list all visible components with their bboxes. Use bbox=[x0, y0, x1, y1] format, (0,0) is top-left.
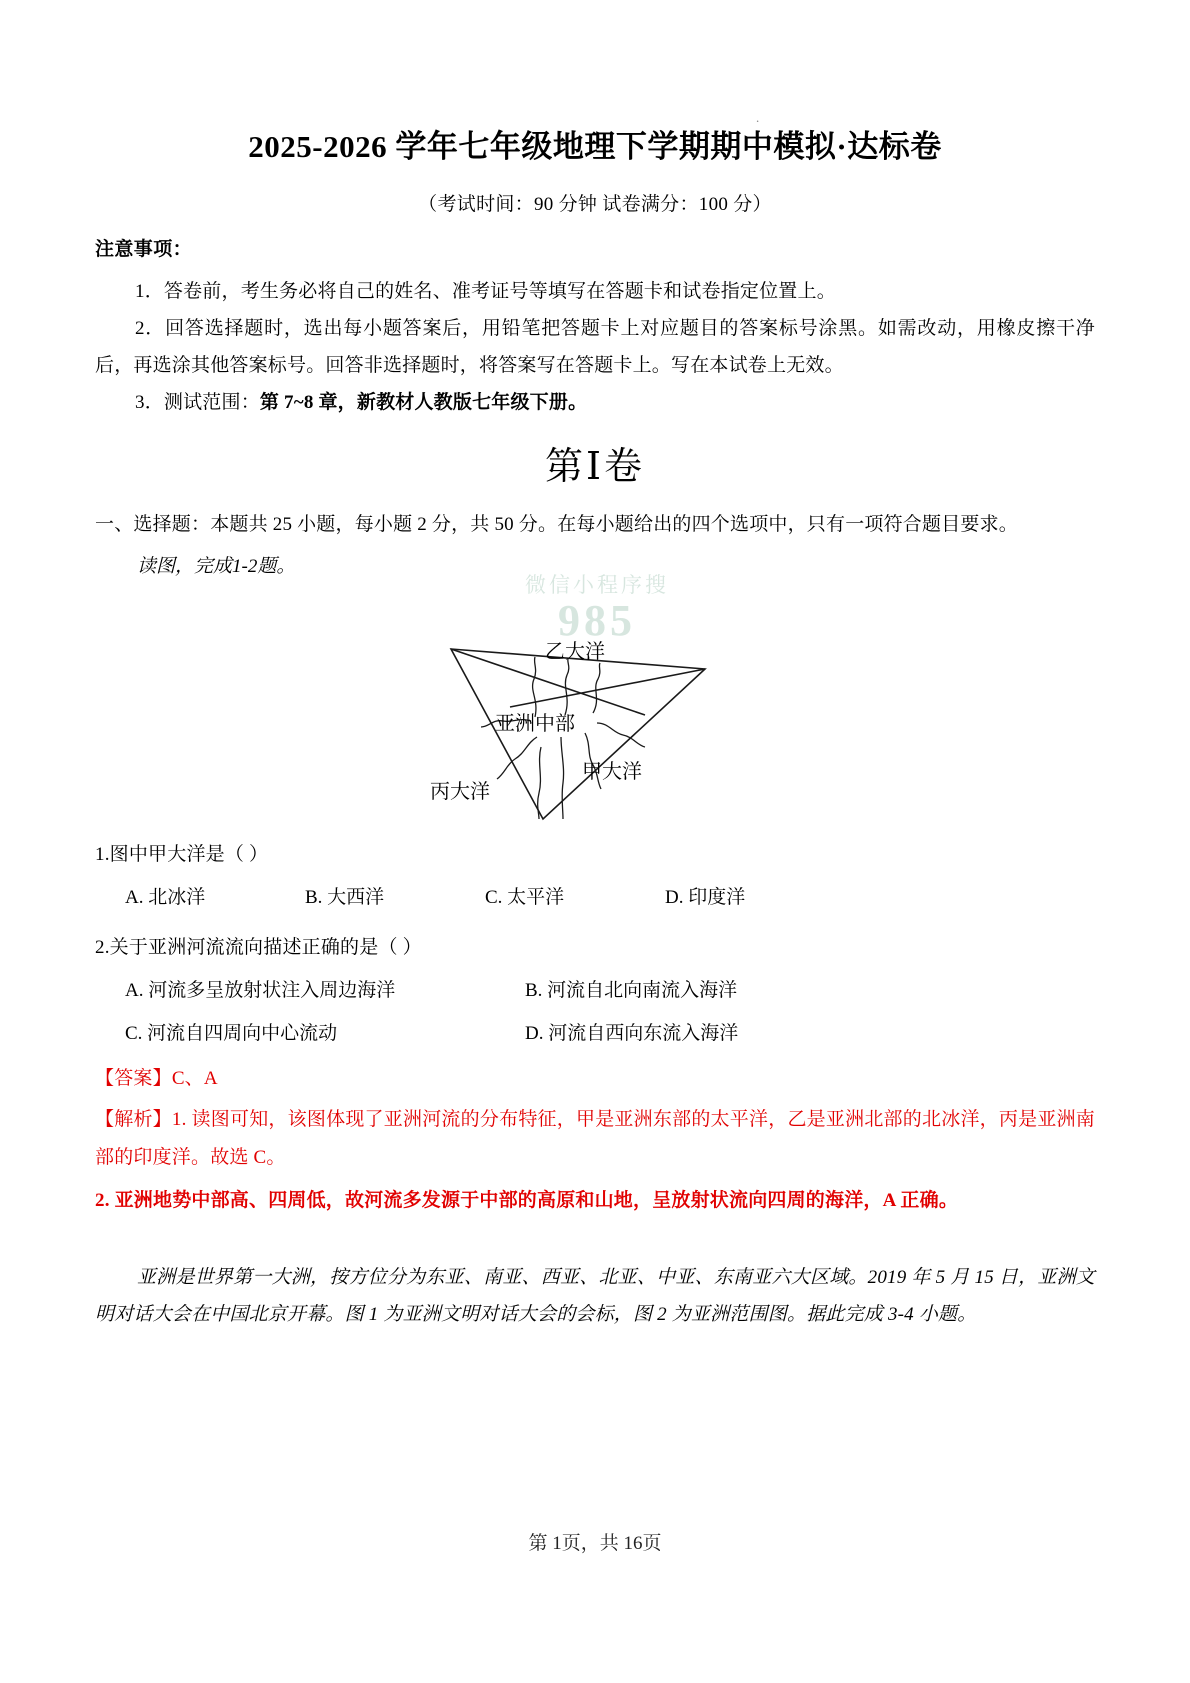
asia-ocean-figure bbox=[95, 573, 1095, 827]
question-2-option-c[interactable]: C. 河流自四周向中心流动 bbox=[125, 1023, 338, 1045]
figure-label-jia: 甲大洋 bbox=[582, 761, 642, 784]
question-2-options-row-1 bbox=[95, 972, 1095, 1009]
choice-section-intro: 一、选择题：本题共 25 小题，每小题 2 分，共 50 分。在每小题给出的四个选项中，只有一项符合题目要求。 bbox=[95, 513, 1019, 535]
question-1-options bbox=[95, 879, 1095, 916]
question-2-option-a[interactable]: A. 河流多呈放射状注入周边海洋 bbox=[125, 980, 396, 1002]
stray-dot-mark: . bbox=[756, 110, 760, 125]
question-1-option-c[interactable]: C. 太平洋 bbox=[485, 887, 565, 909]
page-title: 2025-2026 学年七年级地理下学期期中模拟·达标卷 bbox=[248, 129, 942, 164]
exam-subtitle: （考试时间：90 分钟 试卷满分：100 分） bbox=[418, 193, 772, 215]
analysis-text-1: 1. 读图可知，该图体现了亚洲河流的分布特征，甲是亚洲东部的太平洋，乙是亚洲北部的北冰洋，丙是亚洲南部的印度洋。故选 C。 bbox=[95, 1109, 1095, 1168]
figure-label-yi: 乙大洋 bbox=[545, 641, 605, 664]
question-1-option-d[interactable]: D. 印度洋 bbox=[665, 887, 746, 909]
paper-section-header: 第Ⅰ卷 bbox=[544, 445, 645, 488]
question-2-option-d[interactable]: D. 河流自西向东流入海洋 bbox=[525, 1023, 739, 1045]
answer-value: C、A bbox=[171, 1068, 218, 1090]
question-group-lead-in: 读图，完成1-2题。 bbox=[137, 555, 296, 577]
analysis-part-2: 2. 亚洲地势中部高、四周低，故河流多发源于中部的高原和山地，呈放射状流向四周的海洋，A 正确。 bbox=[95, 1189, 959, 1211]
notice-heading: 注意事项： bbox=[95, 238, 193, 260]
page-content bbox=[95, 128, 1095, 1333]
notice-item-3 bbox=[95, 384, 1095, 421]
figure-label-bing: 丙大洋 bbox=[430, 781, 490, 804]
analysis-part-1 bbox=[95, 1101, 1095, 1175]
answer-line bbox=[95, 1060, 1095, 1097]
page-footer: 第 1页，共 16页 bbox=[528, 1533, 662, 1554]
notice-item-3-range: 第 7~8 章，新教材人教版七年级下册。 bbox=[259, 391, 588, 413]
river-lines bbox=[481, 657, 645, 819]
question-2-options-row-2 bbox=[95, 1015, 1095, 1052]
question-2-stem: 2.关于亚洲河流流向描述正确的是（ ） bbox=[95, 937, 422, 959]
notice-item-1: 1．答卷前，考生务必将自己的姓名、准考证号等填写在答题卡和试卷指定位置上。 bbox=[135, 280, 836, 302]
notice-item-3-prefix: 3．测试范围： bbox=[135, 391, 260, 413]
question-2-option-b[interactable]: B. 河流自北向南流入海洋 bbox=[525, 980, 738, 1002]
watermark-line-2: 985 bbox=[558, 596, 636, 646]
figure-label-center: 亚洲中部 bbox=[495, 713, 575, 736]
question-1-option-a[interactable]: A. 北冰洋 bbox=[125, 887, 206, 909]
passage-text: 亚洲是世界第一大洲，按方位分为东亚、南亚、西亚、北亚、中亚、东南亚六大区域。2019 年 5 月 15 日，亚洲文明对话大会在中国北京开幕。图 1 为亚洲文明对话大会的会标，图 2 为亚洲范围图。据此完成 3-4 小题。 bbox=[95, 1266, 1095, 1325]
watermark-line-1: 微信小程序搜 bbox=[525, 573, 669, 598]
analysis-label: 【解析】 bbox=[95, 1109, 172, 1131]
answer-label: 【答案】 bbox=[95, 1068, 172, 1090]
question-1-option-b[interactable]: B. 大西洋 bbox=[305, 887, 385, 909]
notice-item-2: 2．回答选择题时，选出每小题答案后，用铅笔把答题卡上对应题目的答案标号涂黑。如需改动，用橡皮擦干净后，再选涂其他答案标号。回答非选择题时，将答案写在答题卡上。写在本试卷上无效。 bbox=[95, 317, 1095, 376]
inner-line-b bbox=[510, 669, 705, 707]
question-1-stem: 1.图中甲大洋是（ ） bbox=[95, 844, 269, 866]
